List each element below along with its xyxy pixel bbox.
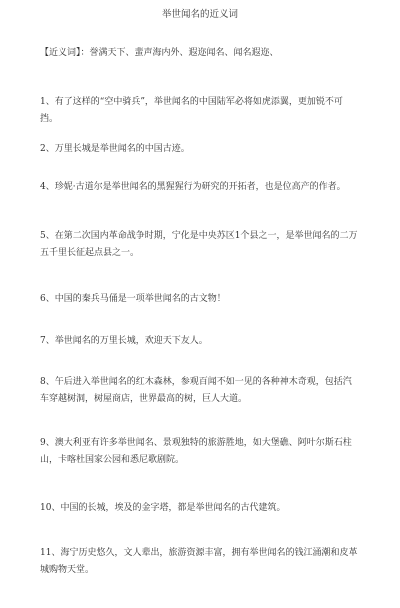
example-sentence-10: 10、中国的长城，埃及的金字塔，都是举世闻名的古代建筑。 (40, 503, 286, 513)
synonyms-line: 【近义词】：誉满天下、蜚声海内外、遐迩闻名、闻名遐迩、 (40, 48, 279, 58)
example-sentence-4: 4、珍妮·古道尔是举世闻名的黑猩猩行为研究的开拓者，也是位高产的作者。 (40, 182, 346, 192)
example-sentence-8: 8、午后进入举世闻名的红木森林，参观百闻不如一见的各种神木奇观，包括汽车穿越树洞，树屋商店，世界最高的树，巨人大道。 (40, 377, 352, 404)
example-sentence-2: 2、万里长城是举世闻名的中国古迹。 (40, 144, 190, 154)
example-sentence-7: 7、举世闻名的万里长城，欢迎天下友人。 (40, 336, 208, 346)
example-sentence-9: 9、澳大利亚有许多举世闻名、景观独特的旅游胜地，如大堡礁、阿叶尔斯石柱山，卡喀杜国家公园和悉尼歌剧院。 (40, 438, 352, 465)
example-sentence-5: 5、在第二次国内革命战争时期，宁化是中央苏区1个县之一，是举世闻名的二万五千里长征起点县之一。 (40, 231, 358, 258)
example-sentence-11: 11、海宁历史悠久，文人辈出，旅游资源丰富，拥有举世闻名的钱江涌潮和皮革城购物天堂。 (40, 548, 358, 575)
example-sentence-6: 6、中国的秦兵马俑是一项举世闻名的古文物！ (40, 294, 226, 304)
example-sentence-1: 1、有了这样的“空中骑兵”，举世闻名的中国陆军必将如虎添翼，更加锐不可挡。 (40, 97, 343, 124)
page-title: 举世闻名的近义词 (161, 9, 238, 20)
